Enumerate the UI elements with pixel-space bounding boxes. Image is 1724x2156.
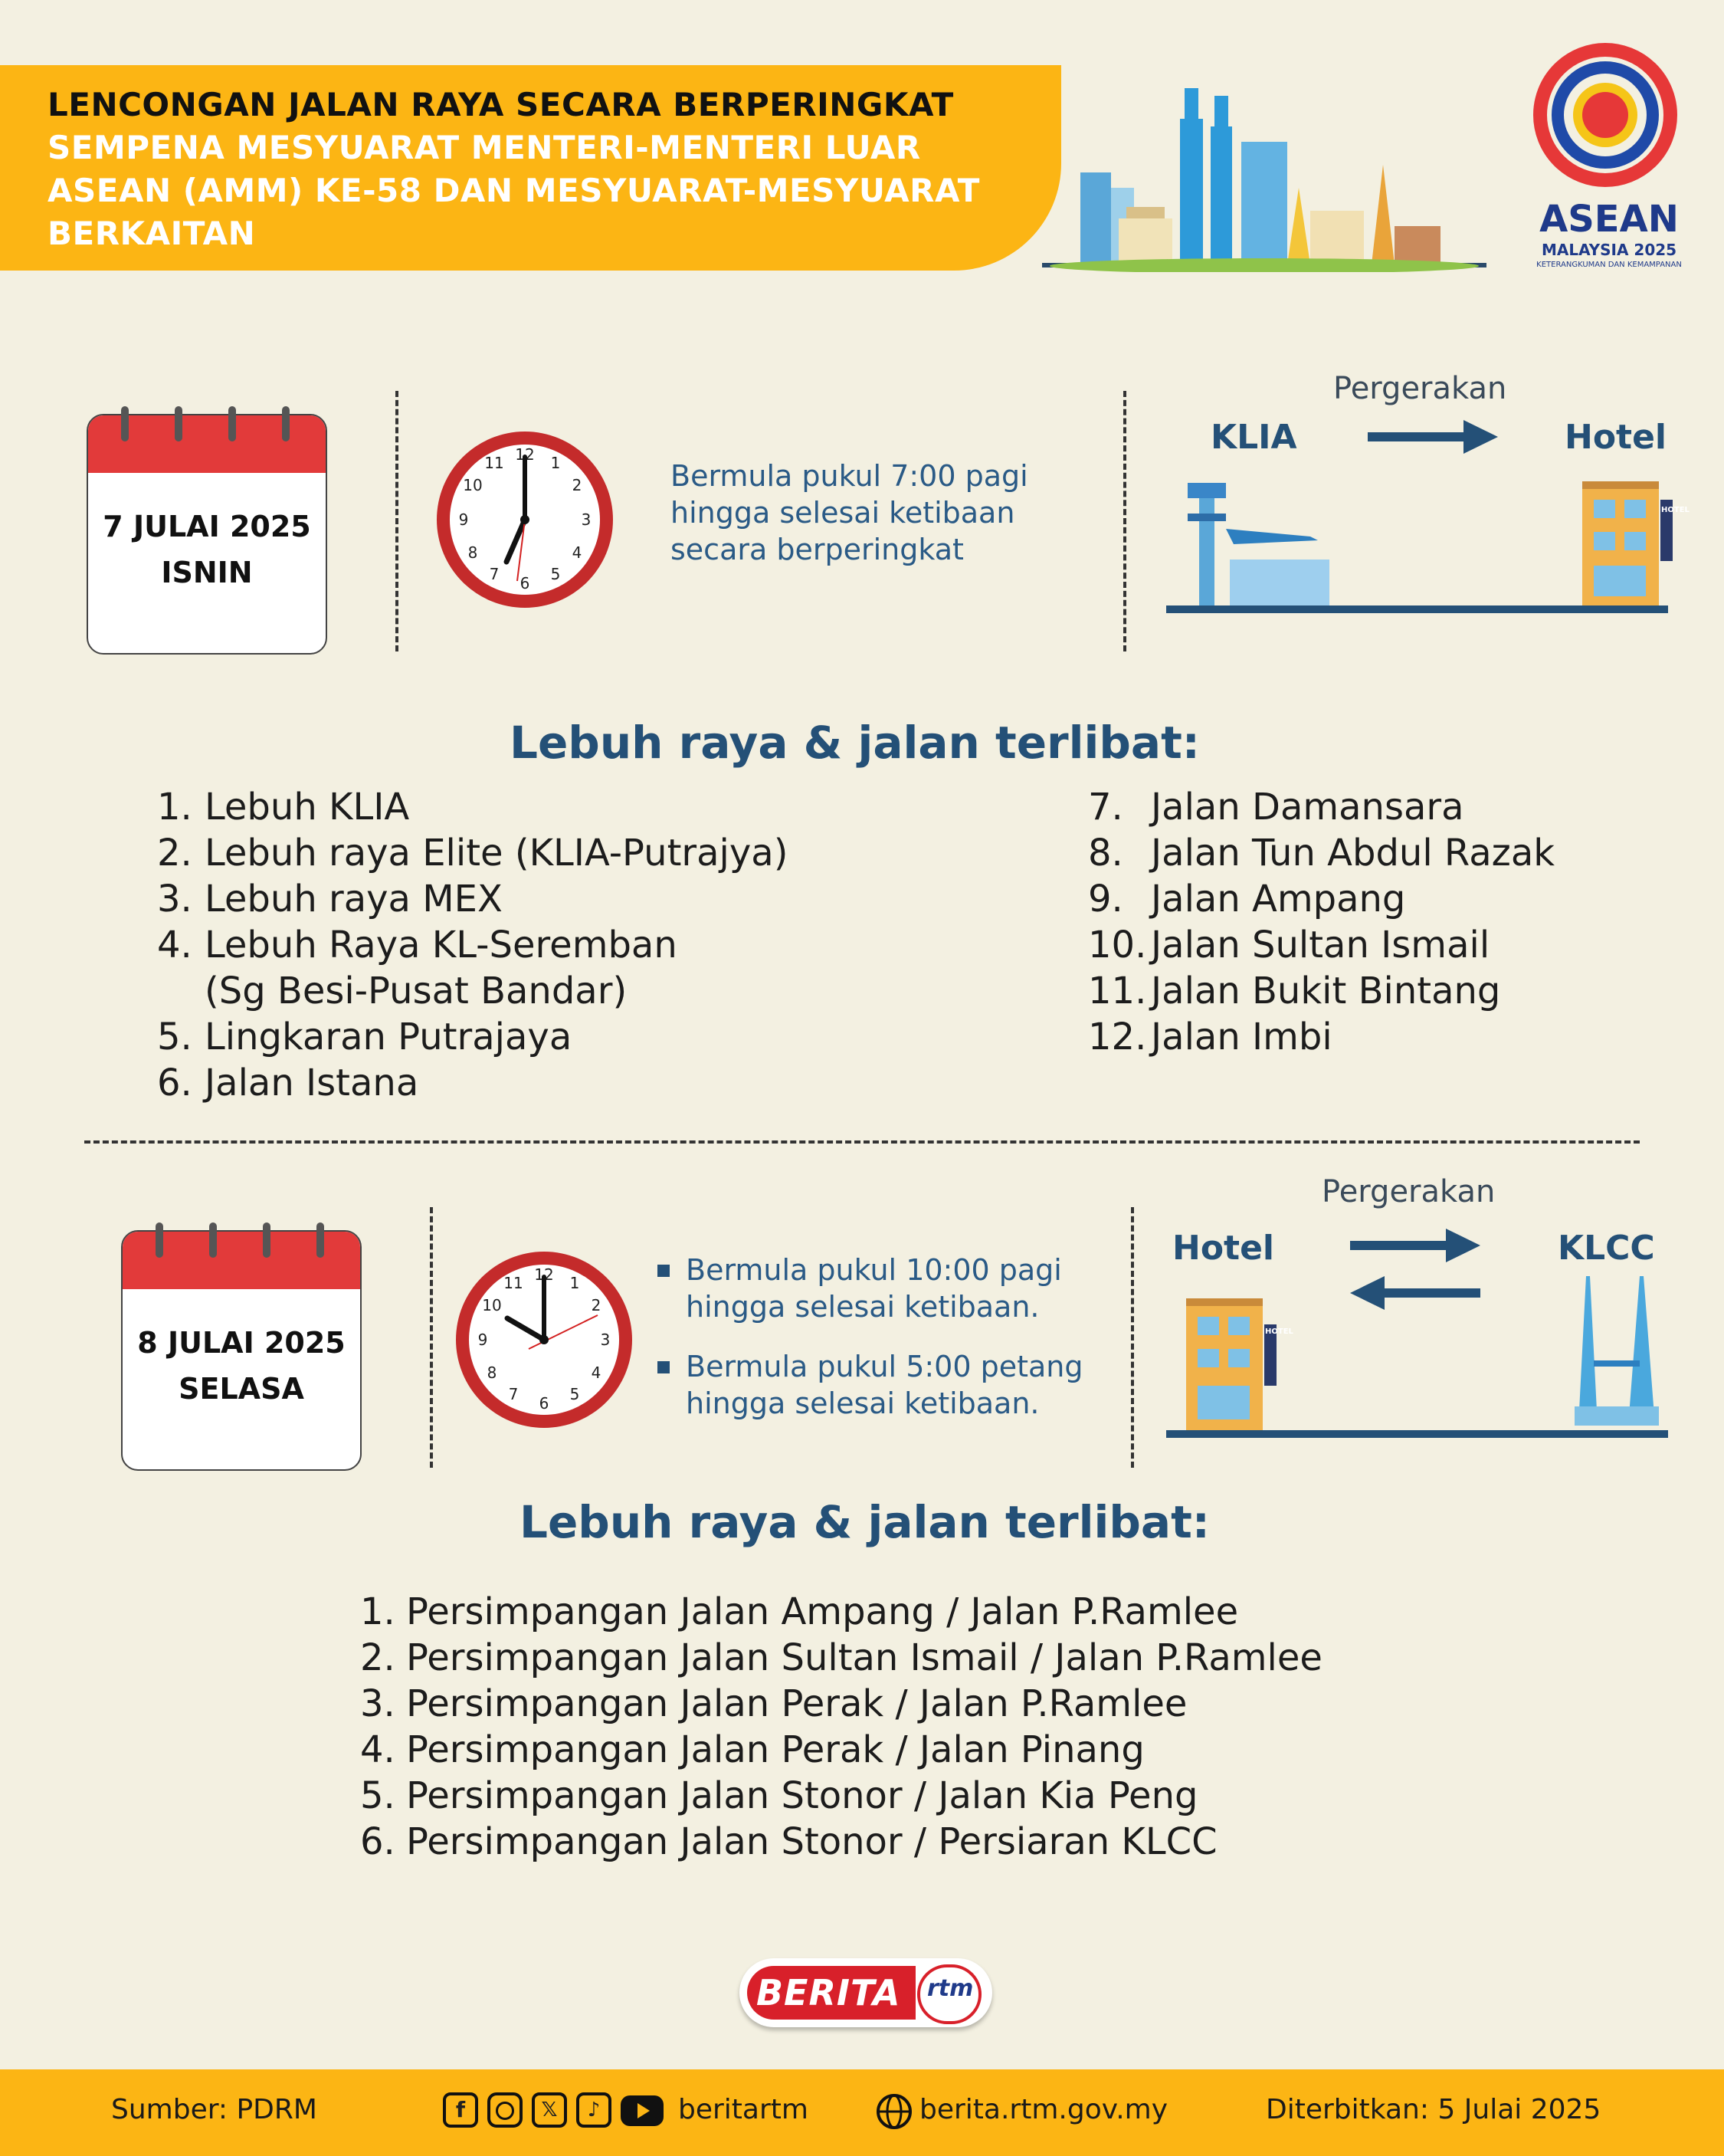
schedule-line1: Bermula pukul 7:00 pagi bbox=[670, 459, 1028, 493]
berita-rtm-logo bbox=[739, 1958, 992, 2027]
schedule-line2: hingga selesai ketibaan. bbox=[686, 1290, 1040, 1324]
calendar-ring bbox=[209, 1222, 217, 1258]
list-item-continued: (Sg Besi-Pusat Bandar) bbox=[205, 970, 628, 1012]
logo-text: ASEAN bbox=[1539, 198, 1679, 241]
svg-text:5: 5 bbox=[569, 1385, 580, 1403]
event-date: 8 JULAI 2025 bbox=[137, 1326, 346, 1360]
list-item: Lebuh raya Elite (KLIA-Putrajya) bbox=[205, 832, 788, 875]
schedule-line4: hingga selesai ketibaan. bbox=[686, 1386, 1040, 1420]
list-number: 8. bbox=[1088, 832, 1123, 875]
two-way-arrow-icon bbox=[1350, 1229, 1480, 1311]
divider bbox=[395, 391, 398, 651]
origin-label: KLIA bbox=[1211, 418, 1297, 457]
list-number: 4. bbox=[157, 924, 192, 966]
list-number: 2. bbox=[360, 1636, 395, 1679]
svg-text:3: 3 bbox=[600, 1331, 611, 1349]
list-number: 3. bbox=[360, 1682, 395, 1725]
list-item: Persimpangan Jalan Stonor / Persiaran KLCC bbox=[406, 1820, 1218, 1863]
calendar-icon bbox=[87, 414, 327, 655]
divider bbox=[1131, 1207, 1134, 1468]
svg-text:9: 9 bbox=[477, 1331, 488, 1349]
list-number: 9. bbox=[1088, 878, 1123, 920]
svg-text:10: 10 bbox=[482, 1296, 502, 1314]
list-number: 11. bbox=[1088, 970, 1147, 1012]
brand-sub: rtm bbox=[927, 1975, 974, 2002]
destination-label: KLCC bbox=[1558, 1229, 1655, 1268]
list-number: 6. bbox=[157, 1062, 192, 1104]
svg-text:4: 4 bbox=[572, 543, 582, 562]
bullet-icon bbox=[657, 1265, 670, 1277]
event-day: SELASA bbox=[179, 1372, 304, 1406]
svg-text:1: 1 bbox=[550, 454, 561, 472]
list-number: 7. bbox=[1088, 786, 1123, 829]
svg-text:11: 11 bbox=[484, 454, 504, 472]
asean-logo bbox=[1532, 42, 1686, 195]
svg-text:10: 10 bbox=[463, 476, 483, 494]
ground-line bbox=[1166, 1430, 1668, 1438]
list-item: Jalan Tun Abdul Razak bbox=[1151, 832, 1555, 875]
calendar-ring bbox=[263, 1222, 270, 1258]
divider bbox=[1123, 391, 1126, 651]
calendar-ring bbox=[121, 406, 129, 441]
svg-text:8: 8 bbox=[487, 1363, 497, 1382]
clock-icon bbox=[433, 428, 617, 612]
svg-text:6: 6 bbox=[539, 1394, 549, 1413]
hotel-sign: HOTEL bbox=[1265, 1327, 1293, 1336]
calendar-ring bbox=[282, 406, 290, 441]
list-number: 1. bbox=[157, 786, 192, 829]
section-separator bbox=[84, 1140, 1640, 1144]
logo-subtext: MALAYSIA 2025 bbox=[1541, 241, 1677, 259]
event-date: 7 JULAI 2025 bbox=[103, 510, 311, 543]
x-icon[interactable]: 𝕏 bbox=[532, 2092, 567, 2128]
schedule-line2: hingga selesai ketibaan bbox=[670, 496, 1015, 530]
svg-text:12: 12 bbox=[515, 445, 535, 464]
list-number: 10. bbox=[1088, 924, 1147, 966]
header-subtitle-line2: ASEAN (AMM) KE-58 DAN MESYUARAT-MESYUARAT bbox=[48, 172, 980, 209]
svg-text:3: 3 bbox=[581, 510, 592, 529]
calendar-ring bbox=[316, 1222, 324, 1258]
list-item: Jalan Damansara bbox=[1151, 786, 1464, 829]
list-item: Lebuh KLIA bbox=[205, 786, 410, 829]
tiktok-icon[interactable]: ♪ bbox=[576, 2092, 611, 2128]
svg-text:9: 9 bbox=[458, 510, 469, 529]
source-text: Sumber: PDRM bbox=[111, 2094, 317, 2125]
list-item: Persimpangan Jalan Stonor / Jalan Kia Peng bbox=[406, 1774, 1198, 1817]
svg-text:11: 11 bbox=[503, 1274, 523, 1292]
list-number: 2. bbox=[157, 832, 192, 875]
header-subtitle-line3: BERKAITAN bbox=[48, 215, 256, 252]
city-skyline-illustration bbox=[1034, 73, 1494, 272]
list-item: Lebuh Raya KL-Seremban bbox=[205, 924, 677, 966]
svg-text:7: 7 bbox=[508, 1385, 519, 1403]
calendar-ring bbox=[156, 1222, 163, 1258]
svg-text:6: 6 bbox=[519, 574, 530, 592]
schedule-line3: secara berperingkat bbox=[670, 533, 964, 566]
list-item: Jalan Istana bbox=[205, 1062, 419, 1104]
section-title: Lebuh raya & jalan terlibat: bbox=[519, 1496, 1210, 1548]
twin-towers-icon bbox=[1563, 1268, 1670, 1433]
list-item: Persimpangan Jalan Perak / Jalan Pinang bbox=[406, 1728, 1145, 1771]
facebook-icon[interactable]: f bbox=[443, 2092, 478, 2128]
list-item: Jalan Sultan Ismail bbox=[1151, 924, 1490, 966]
list-number: 4. bbox=[360, 1728, 395, 1771]
logo-tagline: KETERANGKUMAN DAN KEMAMPANAN bbox=[1536, 261, 1682, 269]
list-item: Persimpangan Jalan Perak / Jalan P.Ramlee bbox=[406, 1682, 1188, 1725]
list-number: 5. bbox=[360, 1774, 395, 1817]
list-number: 12. bbox=[1088, 1016, 1147, 1058]
svg-text:5: 5 bbox=[550, 565, 561, 583]
svg-text:2: 2 bbox=[572, 476, 582, 494]
header-title: LENCONGAN JALAN RAYA SECARA BERPERINGKAT bbox=[48, 86, 954, 123]
calendar-icon bbox=[121, 1230, 362, 1471]
list-number: 3. bbox=[157, 878, 192, 920]
list-item: Jalan Ampang bbox=[1151, 878, 1406, 920]
svg-text:8: 8 bbox=[467, 543, 478, 562]
section-title: Lebuh raya & jalan terlibat: bbox=[510, 717, 1200, 769]
schedule-line3: Bermula pukul 5:00 petang bbox=[686, 1350, 1083, 1383]
published-date: Diterbitkan: 5 Julai 2025 bbox=[1266, 2094, 1601, 2125]
instagram-icon[interactable] bbox=[487, 2092, 523, 2128]
list-item: Persimpangan Jalan Sultan Ismail / Jalan P.Ramlee bbox=[406, 1636, 1322, 1679]
svg-text:1: 1 bbox=[569, 1274, 580, 1292]
website-link[interactable]: berita.rtm.gov.my bbox=[919, 2094, 1168, 2125]
list-number: 5. bbox=[157, 1016, 192, 1058]
list-number: 6. bbox=[360, 1820, 395, 1863]
header-subtitle-line1: SEMPENA MESYUARAT MENTERI-MENTERI LUAR bbox=[48, 129, 921, 166]
movement-label: Pergerakan bbox=[1322, 1174, 1496, 1209]
list-item: Lingkaran Putrajaya bbox=[205, 1016, 572, 1058]
list-item: Persimpangan Jalan Ampang / Jalan P.Ramlee bbox=[406, 1590, 1239, 1633]
calendar-ring bbox=[175, 406, 182, 441]
list-item: Lebuh raya MEX bbox=[205, 878, 503, 920]
event-day: ISNIN bbox=[161, 556, 253, 589]
list-number: 1. bbox=[360, 1590, 395, 1633]
divider bbox=[430, 1207, 433, 1468]
globe-icon bbox=[875, 2092, 913, 2131]
svg-text:4: 4 bbox=[591, 1363, 601, 1382]
bullet-icon bbox=[657, 1361, 670, 1373]
list-item: Jalan Imbi bbox=[1151, 1016, 1332, 1058]
origin-label: Hotel bbox=[1172, 1229, 1275, 1268]
airport-icon bbox=[1165, 460, 1333, 613]
schedule-line1: Bermula pukul 10:00 pagi bbox=[686, 1253, 1062, 1287]
calendar-ring bbox=[228, 406, 236, 441]
arrow-right-icon bbox=[1368, 420, 1498, 454]
svg-text:2: 2 bbox=[591, 1296, 601, 1314]
svg-text:12: 12 bbox=[534, 1265, 554, 1284]
clock-icon bbox=[452, 1248, 636, 1432]
hotel-sign: HOTEL bbox=[1661, 506, 1690, 514]
ground-line bbox=[1166, 605, 1668, 613]
movement-label: Pergerakan bbox=[1333, 371, 1507, 406]
list-item: Jalan Bukit Bintang bbox=[1151, 970, 1501, 1012]
destination-label: Hotel bbox=[1565, 418, 1667, 457]
youtube-icon[interactable] bbox=[621, 2095, 664, 2126]
social-handle[interactable]: beritartm bbox=[678, 2094, 808, 2125]
svg-text:7: 7 bbox=[489, 565, 500, 583]
brand-name: BERITA bbox=[756, 1972, 901, 2013]
